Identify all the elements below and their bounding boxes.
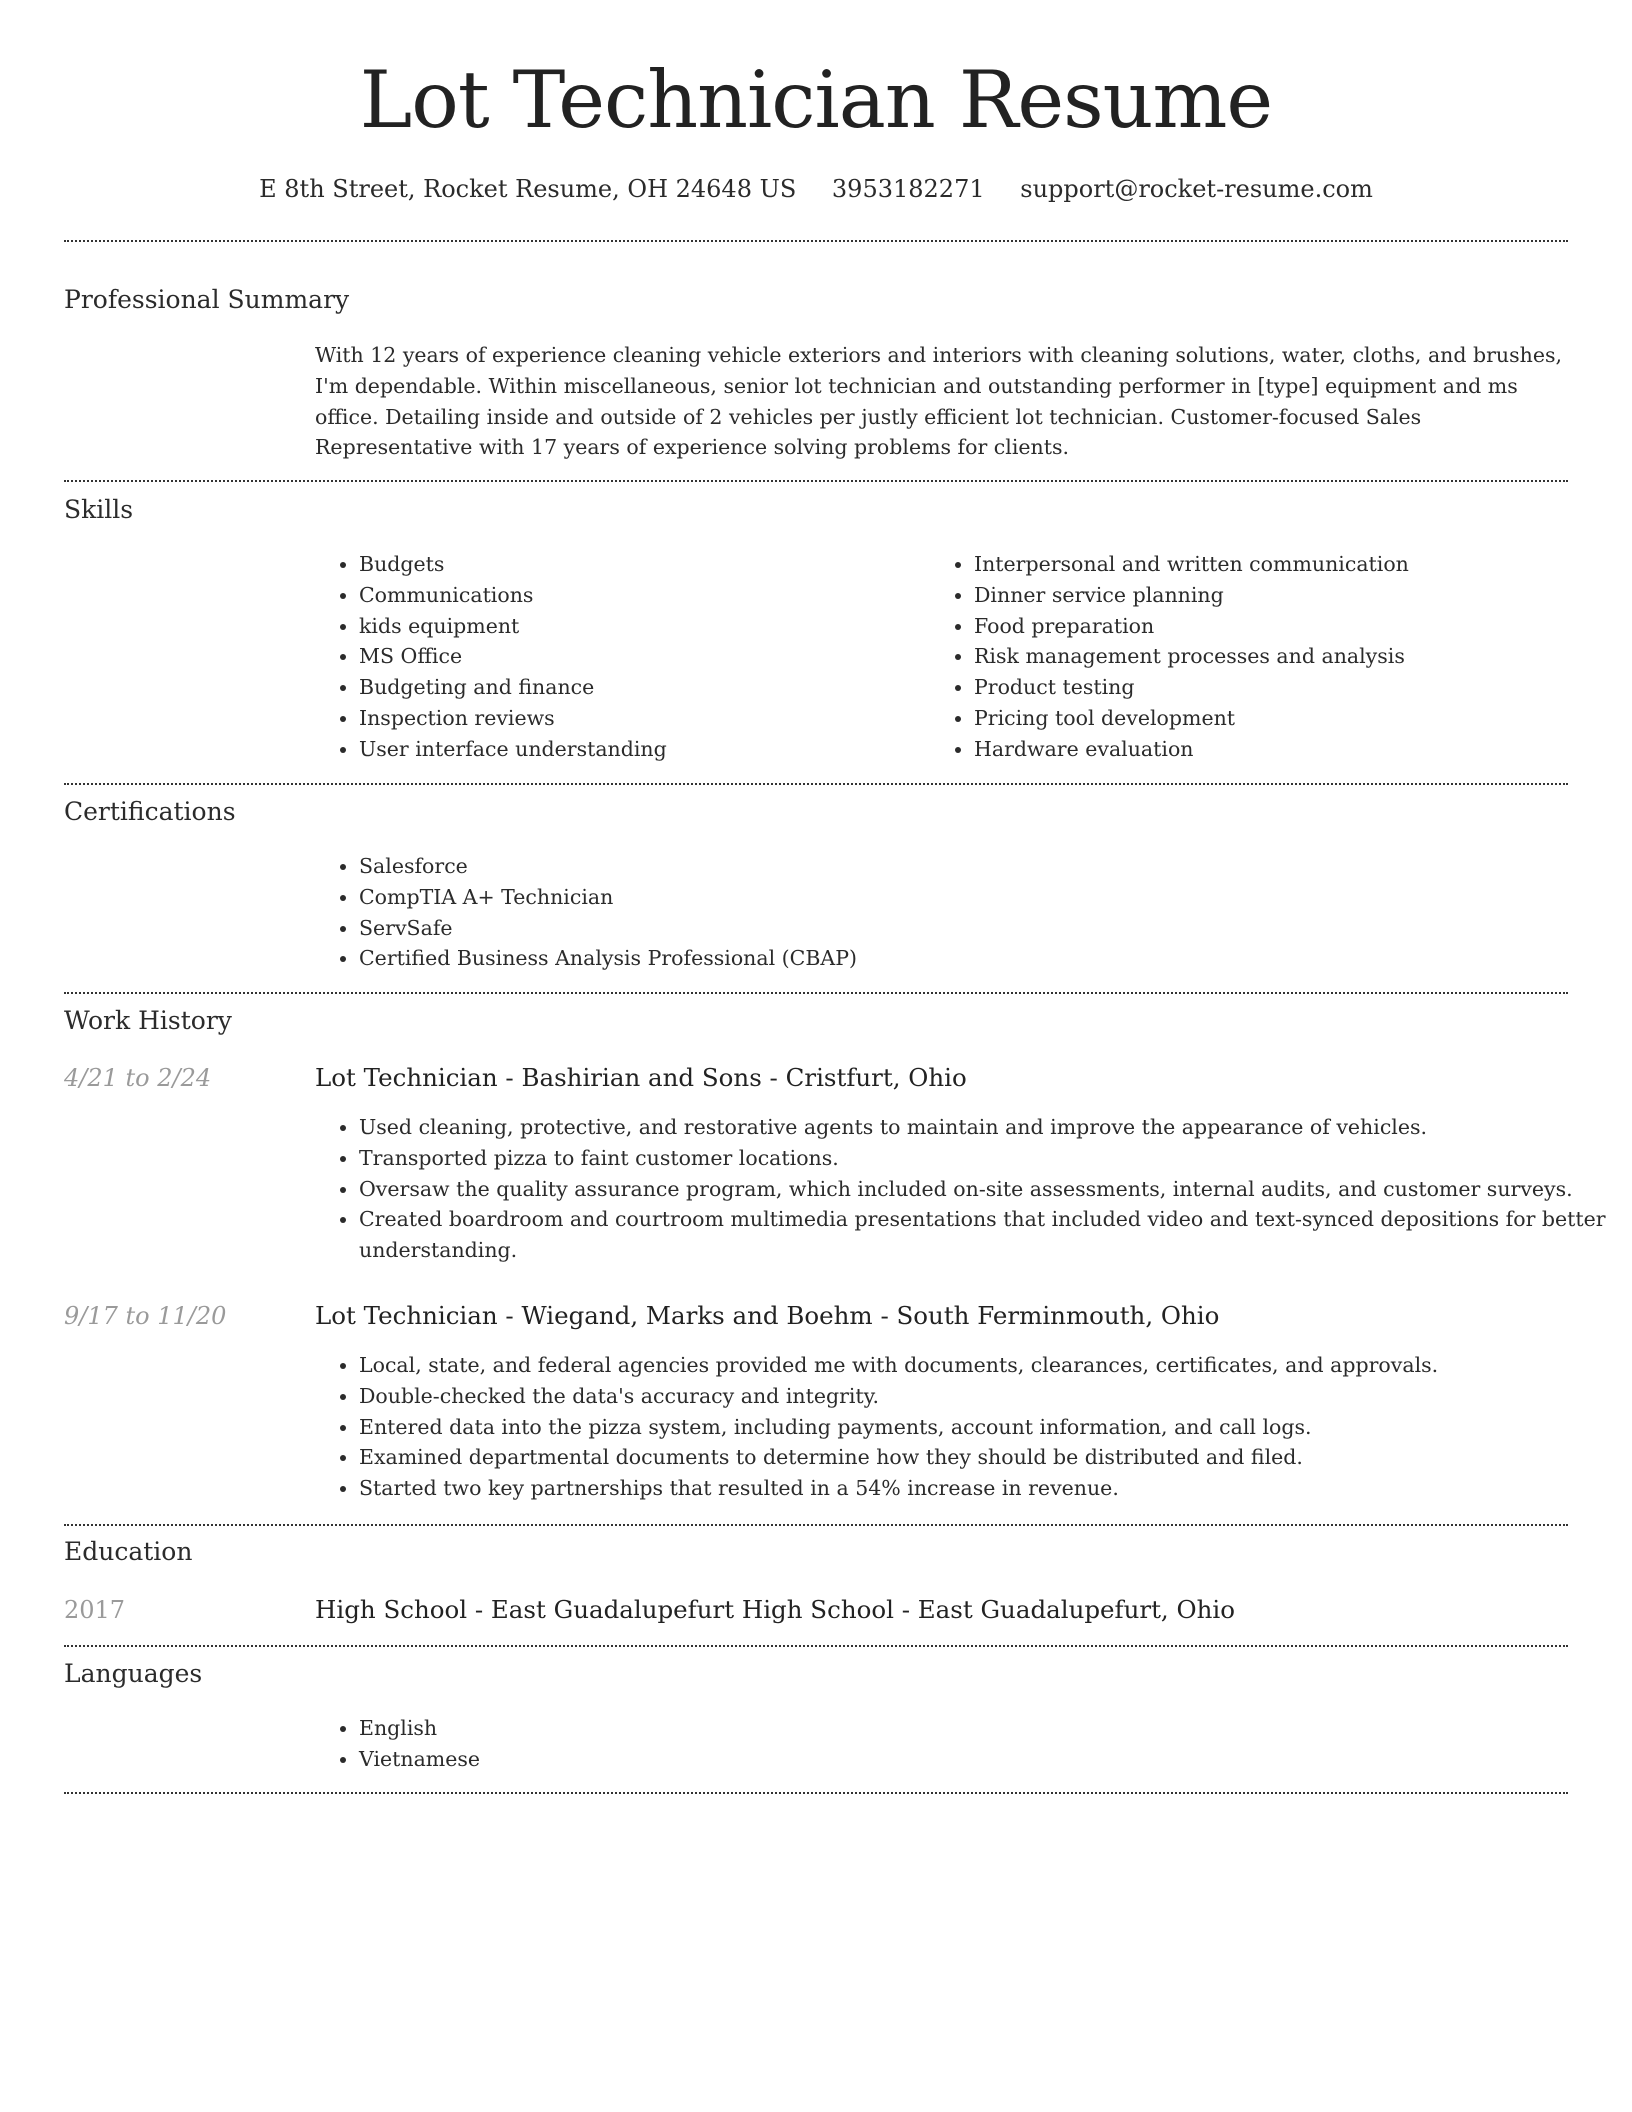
section-heading-skills: Skills	[64, 495, 134, 524]
list-item: • Pricing tool development	[974, 703, 1614, 734]
list-item: • kids equipment	[359, 611, 919, 642]
list-item: • Started two key partnerships that resulted in a 54% increase in revenue.	[359, 1473, 1612, 1504]
section-heading-summary: Professional Summary	[64, 285, 350, 314]
list-item: • Dinner service planning	[974, 580, 1614, 611]
section-heading-education: Education	[64, 1537, 193, 1566]
contact-phone: 3953182271	[831, 175, 985, 203]
education-year: 2017	[64, 1596, 126, 1624]
list-item: • Inspection reviews	[359, 703, 919, 734]
list-item: • Food preparation	[974, 611, 1614, 642]
list-item: • Entered data into the pizza system, including payments, account information, and call logs.	[359, 1412, 1612, 1443]
list-item: • Oversaw the quality assurance program, which included on-site assessments, internal audits, and customer surveys.	[359, 1174, 1612, 1205]
job-dates: 9/17 to 11/20	[64, 1302, 227, 1330]
list-item: • Product testing	[974, 672, 1614, 703]
divider	[64, 1645, 1568, 1647]
list-item: • Budgeting and finance	[359, 672, 919, 703]
section-heading-languages: Languages	[64, 1659, 203, 1688]
contact-address: E 8th Street, Rocket Resume, OH 24648 US	[259, 175, 797, 203]
list-item: • Salesforce	[359, 851, 1559, 882]
contact-email: support@rocket-resume.com	[1020, 175, 1373, 203]
list-item: • Communications	[359, 580, 919, 611]
list-item: • Certified Business Analysis Professional (CBAP)	[359, 943, 1559, 974]
list-item: • MS Office	[359, 641, 919, 672]
list-item: • English	[359, 1713, 959, 1744]
section-heading-work: Work History	[64, 1006, 232, 1035]
skills-list-left	[315, 549, 919, 765]
divider	[64, 783, 1568, 785]
list-item: • Transported pizza to faint customer locations.	[359, 1143, 1612, 1174]
section-heading-certifications: Certifications	[64, 797, 236, 826]
list-item: • Vietnamese	[359, 1744, 959, 1775]
job-bullets	[315, 1350, 1612, 1504]
resume-title: Lot Technician Resume	[359, 54, 1273, 146]
languages-list	[315, 1713, 959, 1775]
divider	[64, 992, 1568, 994]
list-item: • Double-checked the data's accuracy and integrity.	[359, 1381, 1612, 1412]
list-item: • ServSafe	[359, 913, 1559, 944]
list-item: • CompTIA A+ Technician	[359, 882, 1559, 913]
contact-line	[0, 172, 1632, 206]
job-title: Lot Technician - Bashirian and Sons - Cristfurt, Ohio	[315, 1063, 967, 1092]
divider	[64, 1792, 1568, 1794]
education-entry: High School - East Guadalupefurt High School - East Guadalupefurt, Ohio	[315, 1595, 1235, 1624]
list-item: • Hardware evaluation	[974, 734, 1614, 765]
list-item: • Risk management processes and analysis	[974, 641, 1614, 672]
divider	[64, 480, 1568, 482]
job-title: Lot Technician - Wiegand, Marks and Boehm - South Ferminmouth, Ohio	[315, 1301, 1220, 1330]
list-item: • Budgets	[359, 549, 919, 580]
divider	[64, 240, 1568, 242]
list-item: • Examined departmental documents to determine how they should be distributed and filed.	[359, 1442, 1612, 1473]
list-item: • Created boardroom and courtroom multimedia presentations that included video and text-synced depositions for better understanding.	[359, 1204, 1612, 1266]
job-bullets	[315, 1112, 1612, 1266]
summary-text: With 12 years of experience cleaning vehicle exteriors and interiors with cleaning solutions, water, cloths, and brushes, I'm dependable. Within miscellaneous, senior lot technician and outstanding performer in [type] equipment and ms office. Detailing inside and outside of 2 vehicles per justly efficient lot technician. Customer-focused Sales Representative with 17 years of experience solving problems for clients.	[315, 343, 1563, 460]
divider	[64, 1524, 1568, 1526]
list-item: • Local, state, and federal agencies provided me with documents, clearances, certificates, and approvals.	[359, 1350, 1612, 1381]
skills-list-right	[930, 549, 1614, 765]
list-item: • Used cleaning, protective, and restorative agents to maintain and improve the appearance of vehicles.	[359, 1112, 1612, 1143]
certifications-list	[315, 851, 1559, 974]
list-item: • User interface understanding	[359, 734, 919, 765]
job-dates: 4/21 to 2/24	[64, 1064, 212, 1092]
list-item: • Interpersonal and written communication	[974, 549, 1614, 580]
